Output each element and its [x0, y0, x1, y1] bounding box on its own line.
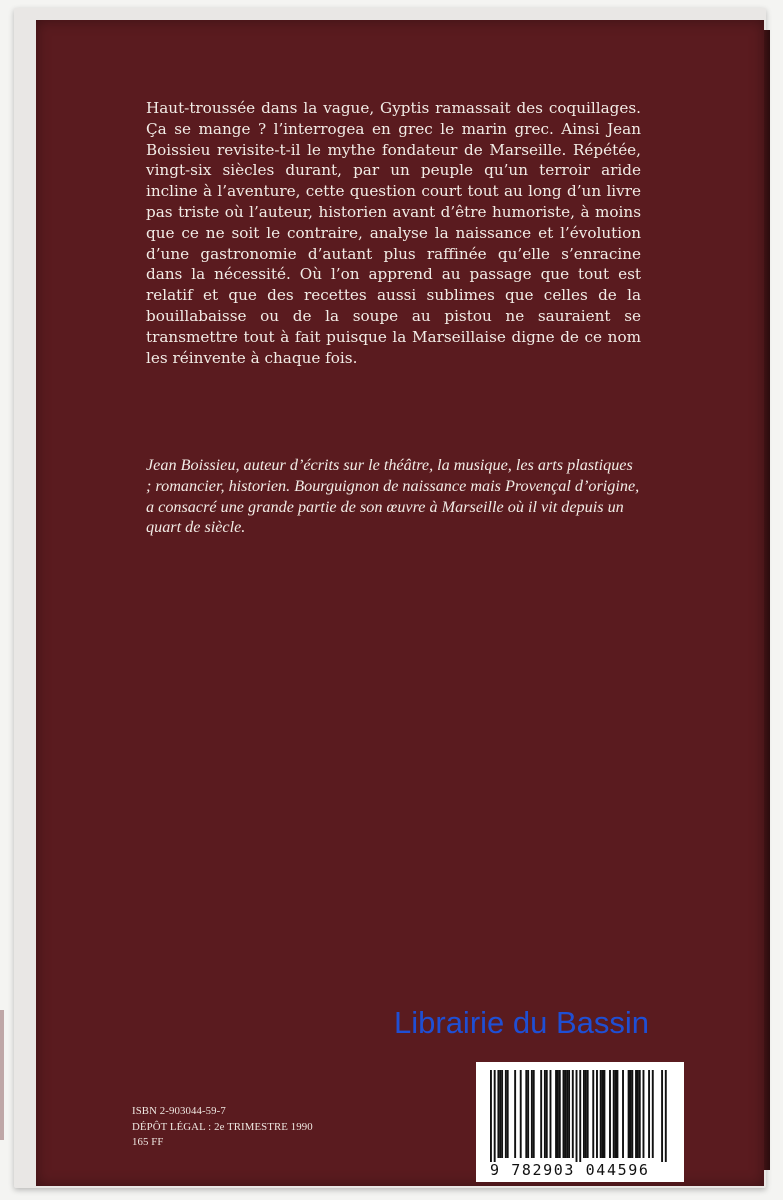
barcode-bar: [631, 1070, 633, 1158]
barcode-label: [476, 1062, 684, 1182]
barcode-bar: [579, 1070, 581, 1162]
barcode-number: 9 782903 044596: [490, 1161, 650, 1179]
barcode-bar: [525, 1070, 527, 1158]
barcode-bar: [648, 1070, 650, 1158]
barcode-bar: [533, 1070, 535, 1158]
barcode-bar: [497, 1070, 499, 1158]
legal-deposit-line: DÉPÔT LÉGAL : 2e TRIMESTRE 1990: [132, 1120, 313, 1133]
barcode-bar: [665, 1070, 667, 1162]
barcode-bar: [514, 1070, 516, 1158]
barcode-bar: [507, 1070, 509, 1158]
barcode-bar: [600, 1070, 602, 1158]
barcode-bar: [546, 1070, 548, 1158]
barcode-bar: [643, 1070, 645, 1158]
barcode-bar: [639, 1070, 641, 1158]
barcode-bar: [566, 1070, 568, 1158]
barcode-bar: [596, 1070, 598, 1158]
barcode-bar: [622, 1070, 624, 1158]
blurb-text: Haut-troussée dans la vague, Gyptis ramassait des coquillages. Ça se mange ? l’interrogea en grec le marin grec. Ainsi Jean Boissieu revisite-t-il le mythe fondateur de Marseille. Répétée, vingt-six siècles durant, par un peuple qu’un terroir aride incline à l’aventure, cette question court tout au long d’un livre pas triste où l’auteur, historien avant d’être humoriste, à moins que ce ne soit le contraire, analyse la naissance et l’évolution d’une gastronomie d’autant plus raffinée qu’elle s’enracine dans la nécessité. Où l’on apprend au passage que tout est relatif et que des recettes aussi sublimes que celles de la bouillabaisse ou de la soupe au pistou ne sauraient se transmettre tout à fait puisque la Marseillaise digne de ce nom les réinvente à chaque fois.: [146, 99, 641, 367]
barcode-bar: [602, 1070, 604, 1158]
barcode-bar: [490, 1070, 492, 1162]
edge-wear: [0, 1010, 4, 1140]
barcode-bar: [609, 1070, 611, 1158]
barcode-bar: [613, 1070, 615, 1158]
barcode-bar: [499, 1070, 501, 1158]
barcode-bar: [501, 1070, 503, 1158]
barcode-bar: [661, 1070, 663, 1162]
barcode-bar: [555, 1070, 557, 1158]
barcode-bar: [652, 1070, 654, 1158]
barcode-bar: [568, 1070, 570, 1158]
barcode-bar: [635, 1070, 637, 1158]
barcode-bar: [550, 1070, 552, 1158]
bookshop-watermark: Librairie du Bassin: [394, 1005, 650, 1040]
barcode-bar: [615, 1070, 617, 1158]
barcode-bar: [544, 1070, 546, 1158]
barcode-bar: [505, 1070, 507, 1158]
barcode-bar: [520, 1070, 522, 1158]
barcode-bar: [572, 1070, 574, 1158]
bibliographic-info: [132, 1104, 313, 1151]
isbn-line: ISBN 2-903044-59-7: [132, 1105, 226, 1117]
barcode-bar: [587, 1070, 589, 1158]
barcode-bar: [527, 1070, 529, 1158]
author-bio: Jean Boissieu, auteur d’écrits sur le théâtre, la musique, les arts plastiques ; romancier, historien. Bourguignon de naissance mais Provençal d’origine, a consacré une grande partie de son œuvre à Marseille où il vit depuis un quart de siècle.: [146, 456, 640, 537]
barcode-bar: [637, 1070, 639, 1158]
barcode-bar: [559, 1070, 561, 1158]
book: [14, 8, 766, 1188]
barcode-bar: [531, 1070, 533, 1158]
barcode-bar: [628, 1070, 630, 1158]
barcode-bar: [576, 1070, 578, 1162]
barcode-bar: [494, 1070, 496, 1162]
barcode-bar: [630, 1070, 632, 1158]
barcode-bar: [563, 1070, 565, 1158]
barcode-bar: [592, 1070, 594, 1158]
barcode-bar: [583, 1070, 585, 1158]
barcode-bars: [476, 1062, 684, 1162]
barcode-bar: [585, 1070, 587, 1158]
barcode-bar: [540, 1070, 542, 1158]
barcode-bar: [603, 1070, 605, 1158]
barcode-bar: [616, 1070, 618, 1158]
barcode-bar: [564, 1070, 566, 1158]
price-line: 165 FF: [132, 1136, 164, 1148]
spine-edge: [764, 30, 770, 1170]
barcode-bar: [557, 1070, 559, 1158]
